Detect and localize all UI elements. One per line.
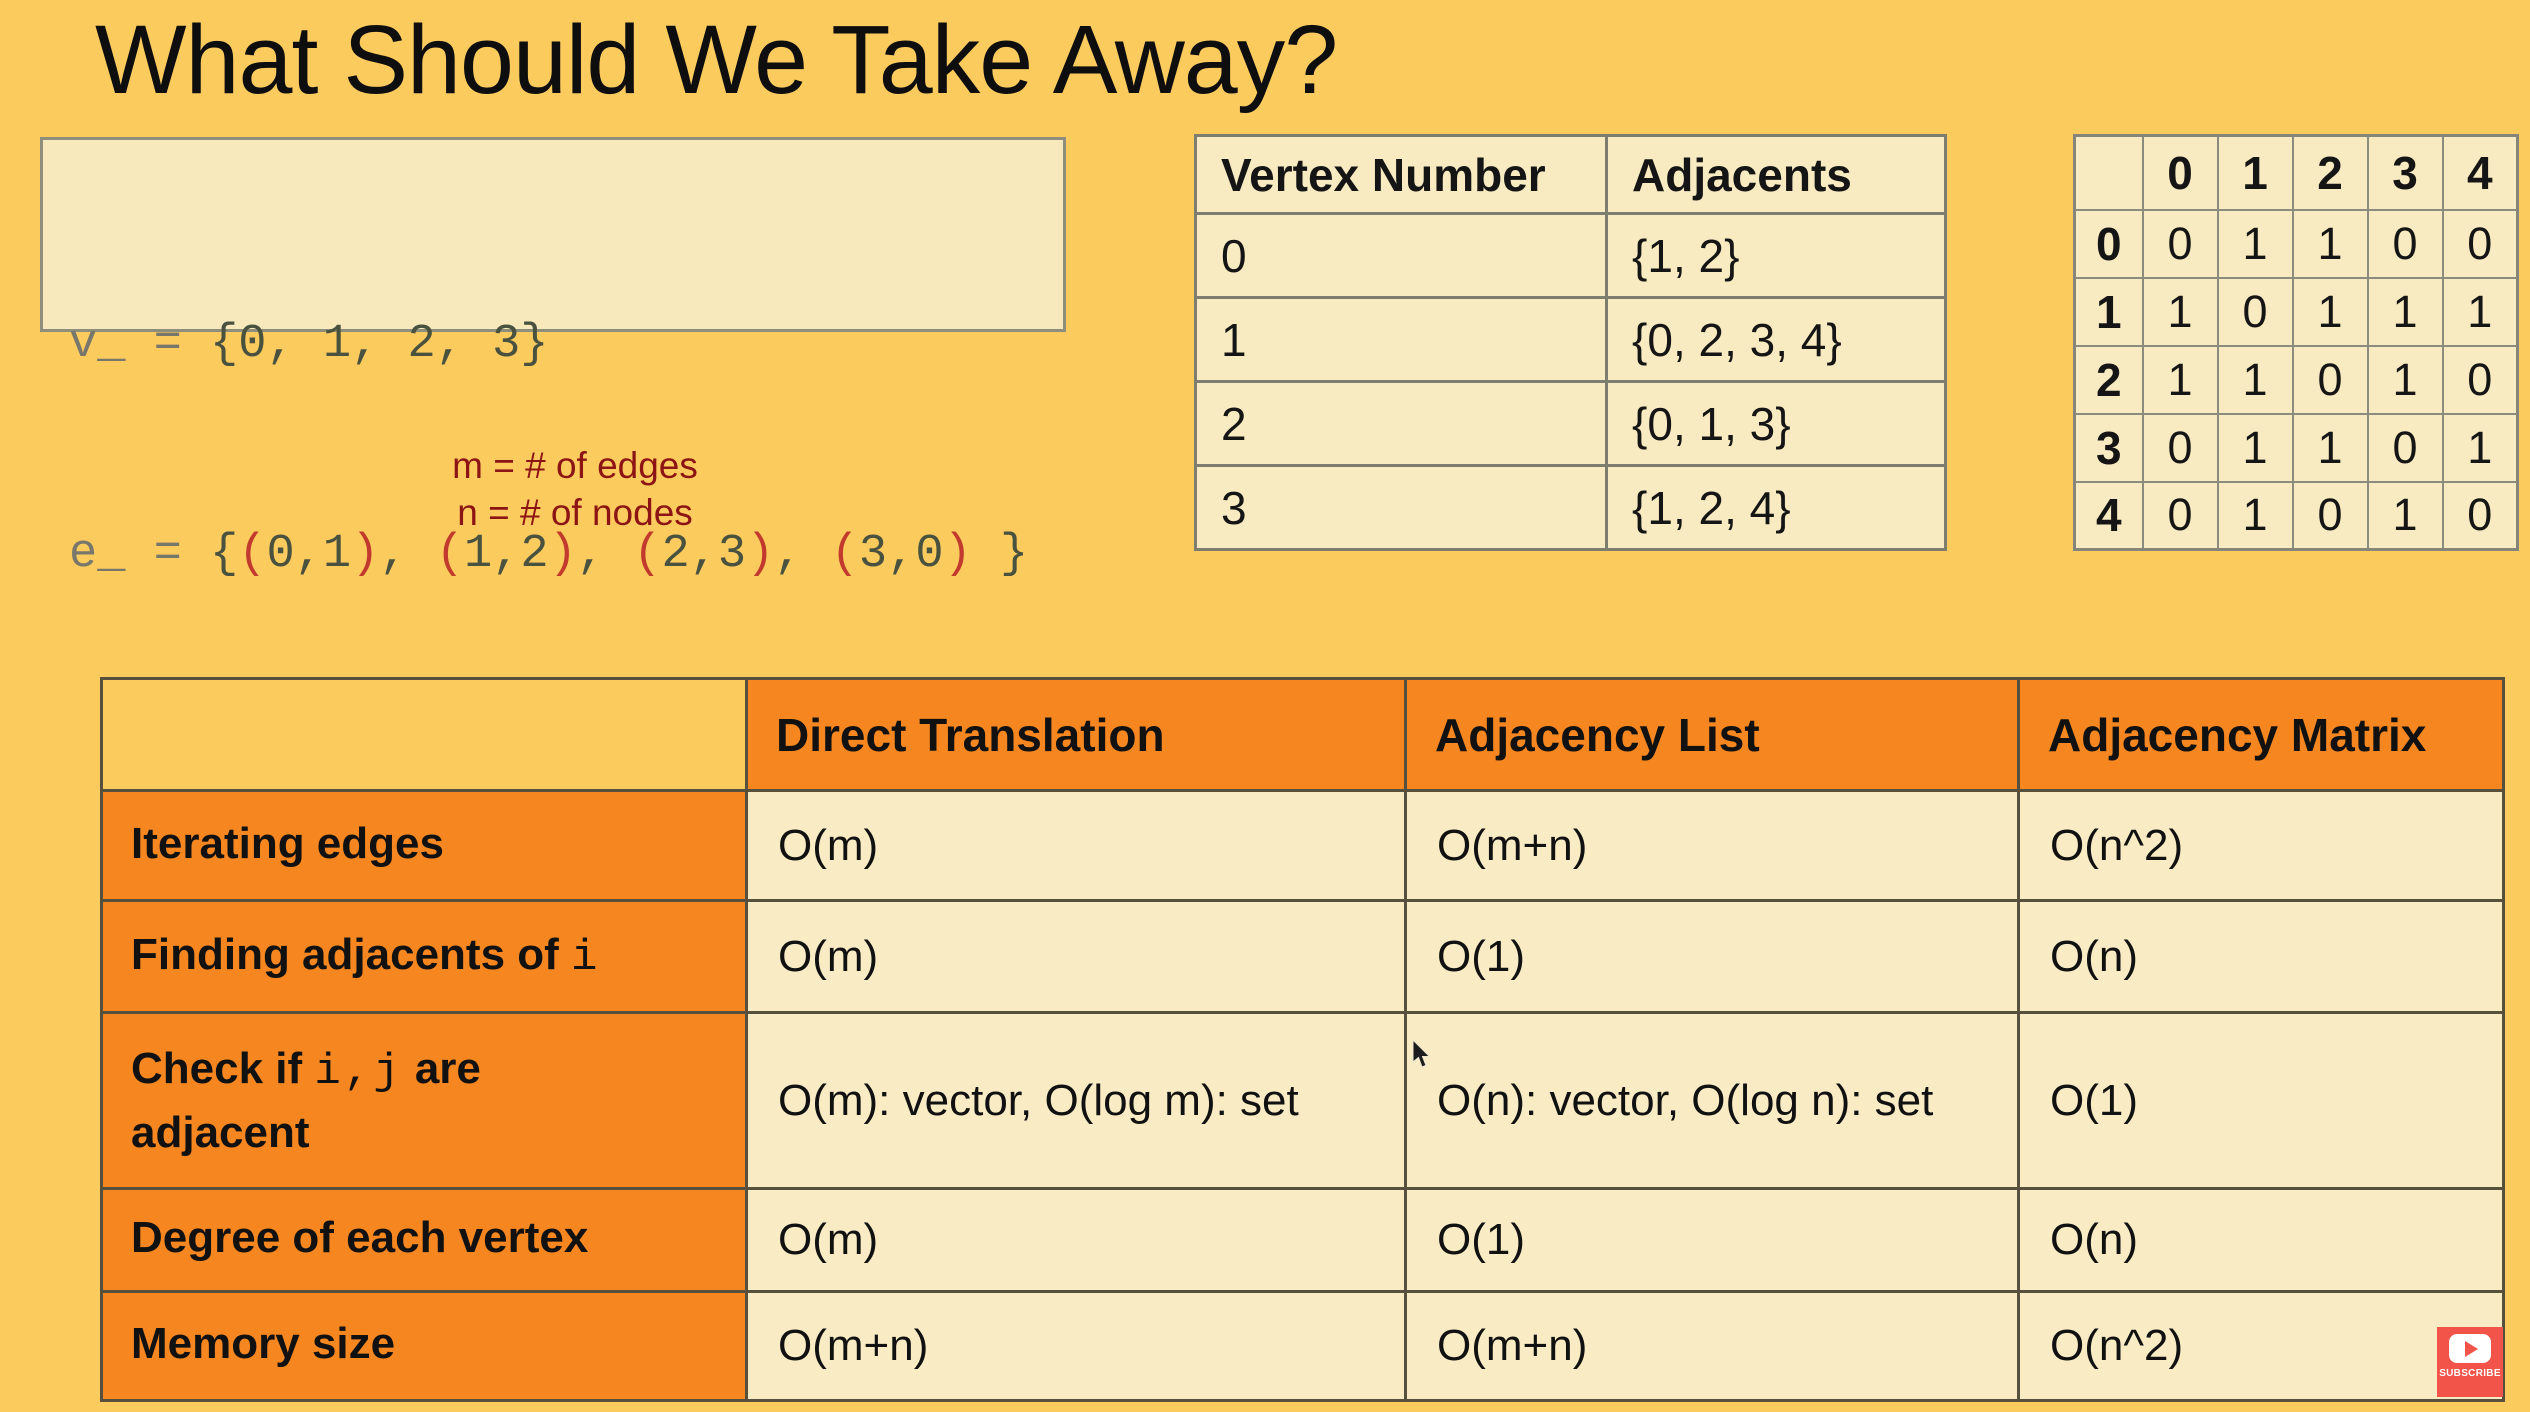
matrix-cell: 1 [2368,278,2443,346]
row-label: Iterating edges [131,818,444,868]
row-header [102,1189,747,1292]
youtube-play-icon [2449,1334,2491,1363]
row-label-code: i [571,932,601,983]
adjacency-matrix-table [2073,134,2519,551]
vertex-number-cell: 0 [1196,214,1607,298]
matrix-row [2075,346,2518,414]
complexity-cell: O(n) [2019,901,2504,1013]
matrix-cell: 0 [2143,414,2218,482]
complexity-cell: O(n) [2019,1189,2504,1292]
code-segment: ) [548,528,577,581]
mouse-cursor [1412,1040,1434,1070]
complexity-cell: O(m) [747,791,1406,901]
code-segment: , [379,528,436,581]
column-header-adjacency-list: Adjacency List [1406,679,2019,791]
matrix-cell: 0 [2143,210,2218,278]
matrix-row-header: 0 [2075,210,2143,278]
matrix-col-header: 0 [2143,136,2218,210]
table-row [1196,298,1946,382]
complexity-cell: O(1) [2019,1013,2504,1189]
column-header-direct-translation: Direct Translation [747,679,1406,791]
code-segment: ) [746,528,775,581]
vertex-adjacents-table [1194,134,1947,551]
code-segment: v_ = [69,318,211,371]
comparison-row-iterating-edges [102,791,2504,901]
adjacents-header: Adjacents [1607,136,1946,214]
complexity-cell: O(m) [747,901,1406,1013]
complexity-cell: O(m): vector, O(log m): set [747,1013,1406,1189]
matrix-cell: 1 [2218,210,2293,278]
complexity-cell: O(m+n) [1406,1292,2019,1401]
matrix-corner-cell [2075,136,2143,210]
matrix-cell: 0 [2443,346,2518,414]
subscribe-label: SUBSCRIBE [2439,1368,2501,1379]
code-segment: 2,3 [661,528,747,581]
code-segment: ( [830,528,859,581]
matrix-cell: 1 [2368,346,2443,414]
complexity-cell: O(1) [1406,1189,2019,1292]
legend-line-edges: m = # of edges [452,445,698,486]
matrix-cell: 1 [2218,482,2293,550]
comparison-header-row [102,679,2504,791]
matrix-header-row [2075,136,2518,210]
matrix-row-header: 3 [2075,414,2143,482]
matrix-cell: 1 [2293,210,2368,278]
table-row [1196,466,1946,550]
complexity-comparison-table [100,677,2505,1402]
matrix-row-header: 4 [2075,482,2143,550]
legend-line-nodes: n = # of nodes [457,492,693,533]
matrix-cell: 0 [2218,278,2293,346]
code-segment: ) [943,528,972,581]
code-segment: , [576,528,634,581]
column-header-adjacency-matrix: Adjacency Matrix [2019,679,2504,791]
matrix-col-header: 2 [2293,136,2368,210]
matrix-cell: 0 [2368,414,2443,482]
matrix-cell: 1 [2143,278,2218,346]
vertex-number-cell: 2 [1196,382,1607,466]
matrix-cell: 1 [2293,278,2368,346]
complexity-cell: O(n^2) [2019,1292,2504,1401]
row-header [102,1292,747,1401]
complexity-cell: O(m+n) [747,1292,1406,1401]
vertex-number-cell: 1 [1196,298,1607,382]
vertex-number-header: Vertex Number [1196,136,1607,214]
matrix-row-header: 1 [2075,278,2143,346]
row-label: Check if [131,1044,315,1094]
vertex-number-cell: 3 [1196,466,1607,550]
code-segment: 3,0 [858,528,944,581]
comparison-row-degree [102,1189,2504,1292]
comparison-row-memory-size [102,1292,2504,1401]
code-segment: 1,2 [463,528,549,581]
row-header [102,901,747,1013]
page-title: What Should We Take Away? [95,5,1338,114]
code-segment: , [774,528,831,581]
code-segment: ) [351,528,380,581]
row-label: Degree of each vertex [131,1213,589,1263]
matrix-cell: 0 [2293,346,2368,414]
matrix-cell: 1 [2443,414,2518,482]
table-row [1196,382,1946,466]
row-header [102,791,747,901]
comparison-row-check-adjacent [102,1013,2504,1189]
row-header [102,1013,747,1189]
matrix-row [2075,414,2518,482]
matrix-row [2075,210,2518,278]
adjacents-cell: {0, 1, 3} [1607,382,1946,466]
code-segment: ( [238,528,267,581]
code-line-vertices [69,310,1063,380]
code-segment: ( [435,528,464,581]
matrix-cell: 1 [2218,414,2293,482]
code-segment: { [210,528,239,581]
complexity-cell: O(n^2) [2019,791,2504,901]
row-label: Memory size [131,1319,396,1369]
adjacents-cell: {1, 2, 4} [1607,466,1946,550]
subscribe-button[interactable] [2437,1327,2503,1397]
row-label: Finding adjacents of [131,929,572,979]
matrix-col-header: 1 [2218,136,2293,210]
play-triangle-icon [2465,1341,2478,1357]
matrix-cell: 0 [2443,482,2518,550]
matrix-row-header: 2 [2075,346,2143,414]
code-segment: } [971,528,1029,581]
matrix-cell: 1 [2218,346,2293,414]
complexity-cell: O(1) [1406,901,2019,1013]
code-segment: ( [633,528,662,581]
adjacents-cell: {0, 2, 3, 4} [1607,298,1946,382]
matrix-cell: 1 [2143,346,2218,414]
adjacents-cell: {1, 2} [1607,214,1946,298]
code-segment: 0,1 [266,528,352,581]
matrix-cell: 1 [2293,414,2368,482]
matrix-row [2075,482,2518,550]
comparison-row-finding-adjacents [102,901,2504,1013]
matrix-col-header: 3 [2368,136,2443,210]
matrix-col-header: 4 [2443,136,2518,210]
matrix-row [2075,278,2518,346]
row-label: are adjacent [131,1044,481,1157]
complexity-cell: O(n): vector, O(log n): set [1406,1013,2019,1189]
code-segment: {0, 1, 2, 3} [210,318,549,371]
matrix-cell: 0 [2443,210,2518,278]
matrix-cell: 1 [2368,482,2443,550]
matrix-cell: 0 [2293,482,2368,550]
row-label-code: i,j [314,1047,403,1098]
complexity-cell: O(m+n) [1406,791,2019,901]
matrix-cell: 0 [2368,210,2443,278]
complexity-cell: O(m) [747,1189,1406,1292]
matrix-cell: 0 [2143,482,2218,550]
legend-note [395,442,755,536]
table-row [1196,214,1946,298]
comparison-corner-cell [102,679,747,791]
code-segment: e_ = [69,528,211,581]
matrix-cell: 1 [2443,278,2518,346]
table-header-row [1196,136,1946,214]
